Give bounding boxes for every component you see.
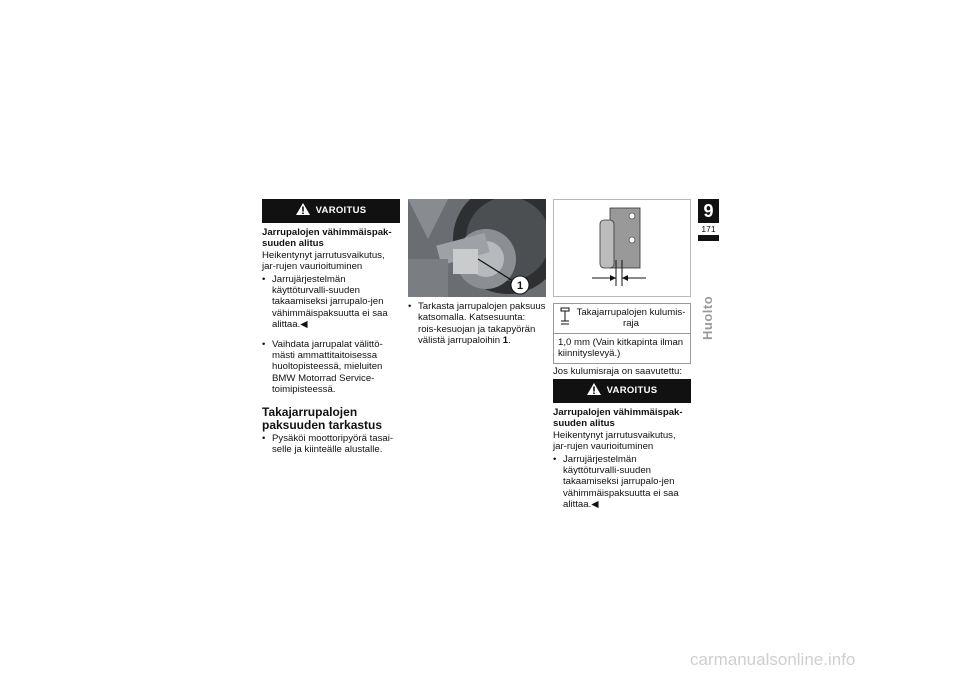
condition-text: Jos kulumisraja on saavutettu: bbox=[553, 365, 683, 377]
warning-bullets bbox=[553, 454, 691, 511]
spec-header bbox=[554, 304, 690, 334]
warning-title: Jarrupalojen vähimmäispak-suuden alitus bbox=[262, 227, 392, 250]
list-item: • Pysäköi moottoripyörä tasai-selle ja kiinteälle alustalle. bbox=[262, 433, 400, 456]
warning-body: Heikentynyt jarrutusvaikutus, jar-rujen vaurioituminen bbox=[262, 249, 385, 273]
spec-value: 1,0 mm (Vain kitkapinta ilman kiinnityslevyä.) bbox=[558, 336, 684, 360]
section-bullets bbox=[262, 433, 400, 456]
chapter-side-title: Huolto bbox=[700, 295, 715, 340]
column-2 bbox=[408, 199, 546, 347]
chapter-number: 9 bbox=[703, 201, 714, 221]
column-1 bbox=[262, 199, 400, 456]
warning-body: Heikentynyt jarrutusvaikutus, jar-rujen vaurioituminen bbox=[553, 429, 676, 453]
warning-bullets bbox=[262, 274, 400, 396]
check-bullets bbox=[408, 301, 546, 347]
brake-pad-diagram bbox=[553, 199, 691, 297]
warning-triangle-icon bbox=[587, 383, 601, 398]
spec-gauge-icon bbox=[558, 307, 576, 330]
photo-callout-1: 1 bbox=[516, 280, 524, 292]
chapter-tab bbox=[698, 199, 719, 241]
list-item: • Jarrujärjestelmän käyttöturvalli-suuden takaamiseksi jarrupalo-jen vähimmäispaksuutta ei saa alittaa.◀ bbox=[553, 454, 691, 511]
list-item: • Vaihdata jarrupalat välittö-mästi ammattitaitoisessa huoltopisteessä, mieluiten BMW Motorrad Service-toimipisteessä. bbox=[262, 339, 400, 396]
spec-label: Takajarrupalojen kulumis-raja bbox=[576, 307, 686, 330]
warning-label: VAROITUS bbox=[606, 385, 658, 397]
callout-ref: 1 bbox=[502, 335, 509, 347]
warning-title: Jarrupalojen vähimmäispak-suuden alitus bbox=[553, 407, 683, 430]
list-item: • Jarrujärjestelmän käyttöturvalli-suuden takaamiseksi jarrupalo-jen vähimmäispaksuutta ei saa alittaa.◀ bbox=[262, 274, 400, 331]
section-title: Takajarrupalojen paksuuden tarkastus bbox=[262, 404, 383, 432]
page-number: 171 bbox=[698, 223, 719, 235]
watermark: carmanualsonline.info bbox=[690, 650, 856, 669]
warning-triangle-icon bbox=[296, 203, 310, 218]
spec-table bbox=[553, 303, 691, 364]
warning-header bbox=[262, 199, 400, 223]
column-3 bbox=[553, 199, 691, 511]
list-item: • Tarkasta jarrupalojen paksuus katsomalla. Katsesuunta: rois-kesuojan ja takapyörän välistä jarrupaloihin 1. bbox=[408, 301, 546, 347]
brake-photo bbox=[408, 199, 546, 297]
warning-header bbox=[553, 379, 691, 403]
warning-label: VAROITUS bbox=[315, 205, 367, 217]
